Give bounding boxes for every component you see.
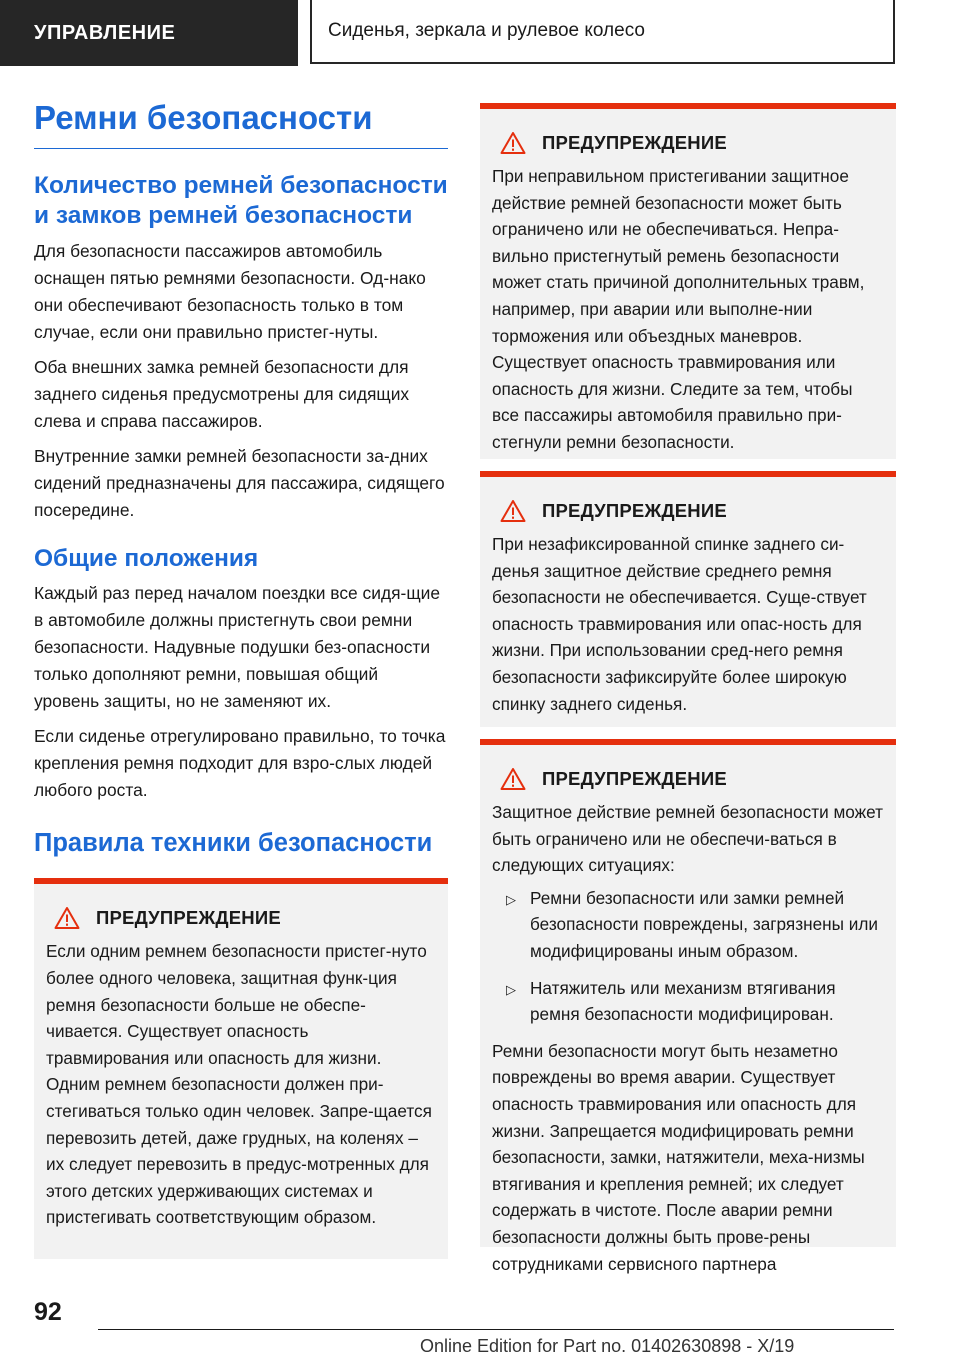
paragraph: Каждый раз перед началом поездки все сидя-щие в автомобиле должны пристегнуть свои ремни безопасности. Надувные подушки без-опасности только дополняют ремни, повышая общий уровень защиты, но не заменяют их. [34,583,441,712]
warning-title: ПРЕДУПРЕЖДЕНИЕ [542,768,727,789]
warning-box [34,878,448,1259]
footer-edition: Online Edition for Part no. 01402630898 - X/19 [420,1336,795,1356]
warning-triangle-icon [54,906,80,930]
chapter-title: Сиденья, зеркала и рулевое колесо [310,0,895,64]
warning-triangle-icon [500,767,526,791]
warning-text: Ремни безопасности могут быть незаметно повреждены во время аварии. Существует опасность травмирования или опасность для жизни. Запрещается модифицировать ремни безопасности, замки, натяжители, меха-низмы втягивания и крепления ремней; их следует содержать в чистоте. После аварии ремни безопасности должны быть прове-рены сотрудниками сервисного партнера [492,1040,865,1274]
warning-text: При неправильном пристегивании защитное действие ремней безопасности может быть ограничено или не обеспечиваться. Непра-вильно пристегнутый ремень безопасности может стать причиной дополнительных травм, например, при аварии или выполне-нии торможения или объездных маневров. Существует опасность травмирования или опасность для жизни. Следите за тем, чтобы все пассажиры автомобиля правильно при-стегнули ремни безопасности. [492,166,865,452]
paragraph: Внутренние замки ремней безопасности за-дних сидений предназначены для пассажира, сидящего посередине. [34,445,445,520]
warning-header [492,497,884,525]
warning-title: ПРЕДУПРЕЖДЕНИЕ [542,132,727,153]
warning-triangle-icon [500,499,526,523]
warning-box [480,739,896,1274]
warning-triangle-icon [500,131,526,155]
warning-title: ПРЕДУПРЕЖДЕНИЕ [96,907,281,929]
page-header [0,0,960,66]
list-item [492,885,884,965]
warning-box [480,471,896,727]
warning-intro: Защитное действие ремней безопасности может быть ограничено или не обеспечи-ваться в следующих ситуациях: [492,802,883,876]
page-title: Ремни безопасности [34,98,448,149]
paragraph: Если сиденье отрегулировано правильно, то точка крепления ремня подходит для взро-слых людей любого роста. [34,726,446,801]
warning-header [46,904,436,932]
warning-box [480,103,896,459]
paragraph: Оба внешних замка ремней безопасности для заднего сиденья предусмотрены для сидящих слева и справа пассажиров. [34,356,410,431]
list-item-text: Ремни безопасности или замки ремней безопасности повреждены, загрязнены или модифицированы иным образом. [530,887,878,961]
left-column [34,98,448,1259]
triangle-right-outline-icon: ▷ [506,891,516,907]
list-item-text: Натяжитель или механизм втягивания ремня безопасности модифицирован. [530,977,836,1025]
warning-title: ПРЕДУПРЕЖДЕНИЕ [542,500,727,521]
heading-safety-rules: Правила техники безопасности [34,829,433,858]
heading-belt-count: Количество ремней безопасности и замков ремней безопасности [34,171,448,230]
warning-header [492,765,884,793]
page-number: 92 [34,1298,62,1326]
footer-divider [98,1329,894,1330]
triangle-right-outline-icon: ▷ [506,981,516,997]
warning-text: При незафиксированной спинке заднего си-денья защитное действие среднего ремня безопасности не обеспечивается. Суще-ствует опасность травмирования или опас-ность для жизни. При использовании сред-него ремня безопасности зафиксируйте более широкую спинку заднего сиденья. [492,534,867,714]
right-column [480,103,896,1274]
heading-general: Общие положения [34,544,259,572]
warning-header [492,129,884,157]
warning-list [492,885,884,1028]
paragraph: Для безопасности пассажиров автомобиль оснащен пятью ремнями безопасности. Од-нако они обеспечивают безопасность только в том случае, если они правильно пристег-нуты. [34,240,426,342]
section-tab: УПРАВЛЕНИЕ [0,0,298,66]
warning-text: Если одним ремнем безопасности пристег-нуто более одного человека, защитная функ-ция ремня безопасности больше не обеспе-чивается. Существует опасность травмирования или опасность для жизни. Одним ремнем безопасности должен при-стегиваться только один человек. Запре-щается перевозить детей, даже грудных, на коленях – их следует перевозить в предус-мотренных для этого детских удерживающих системах и пристегивать соответствующим образом. [46,941,432,1228]
list-item [492,975,884,1028]
